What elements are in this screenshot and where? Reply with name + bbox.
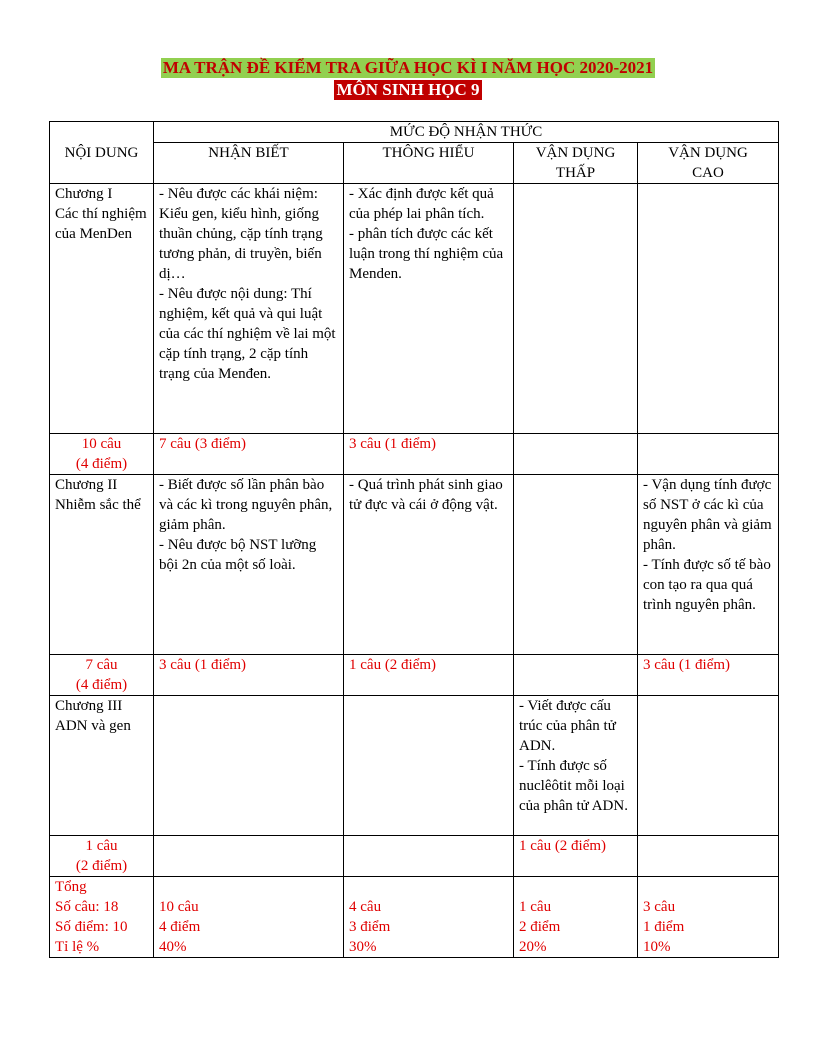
totals-van-dung-cao: 3 câu 1 điểm 10% xyxy=(638,877,779,958)
totals-nhan-biet: 10 câu 4 điểm 40% xyxy=(154,877,344,958)
totals-van-dung-thap: 1 câu 2 điểm 20% xyxy=(514,877,638,958)
summary-total: 1 câu (2 điểm) xyxy=(50,836,154,877)
table-header-row xyxy=(50,122,779,143)
summary-thong-hieu: 1 câu (2 điểm) xyxy=(344,655,514,696)
cell-van-dung-cao xyxy=(638,696,779,836)
cell-nhan-biet: - Nêu được các khái niệm: Kiểu gen, kiểu hình, giống thuần chủng, cặp tính trạng tương phản, di truyền, biến dị… - Nêu được nội dung: Thí nghiệm, kết quả và qui luật của các thí nghiệm về lai một cặp tính trạng, 2 cặp tính trạng của Menđen. xyxy=(154,184,344,434)
document-title: MA TRẬN ĐỀ KIỂM TRA GIỮA HỌC KÌ I NĂM HỌC 2020-2021 xyxy=(162,58,654,77)
summary-van-dung-cao xyxy=(638,434,779,475)
totals-row xyxy=(50,877,779,958)
summary-row xyxy=(50,836,779,877)
table-row xyxy=(50,696,779,836)
cell-van-dung-cao xyxy=(638,184,779,434)
chapter-name: Chương II Nhiễm sắc thể xyxy=(50,475,154,655)
summary-total: 10 câu (4 điểm) xyxy=(50,434,154,475)
header-van-dung-cao: VẬN DỤNG CAO xyxy=(638,143,779,184)
cell-thong-hieu: - Xác định được kết quả của phép lai phân tích. - phân tích được các kết luận trong thí nghiệm của Menden. xyxy=(344,184,514,434)
cell-van-dung-thap: - Viết được cấu trúc của phân tử ADN. - Tính được số nuclêôtit mỗi loại của phân tử ADN. xyxy=(514,696,638,836)
chapter-name: Chương I Các thí nghiệm của MenDen xyxy=(50,184,154,434)
summary-van-dung-thap xyxy=(514,655,638,696)
table-row xyxy=(50,184,779,434)
document-title-block xyxy=(0,58,816,100)
header-van-dung-thap: VẬN DỤNG THẤP xyxy=(514,143,638,184)
cell-nhan-biet: - Biết được số lần phân bào và các kì trong nguyên phân, giảm phân. - Nêu được bộ NST lưỡng bội 2n của một số loài. xyxy=(154,475,344,655)
summary-van-dung-cao: 3 câu (1 điểm) xyxy=(638,655,779,696)
chapter-name: Chương III ADN và gen xyxy=(50,696,154,836)
summary-van-dung-thap xyxy=(514,434,638,475)
summary-thong-hieu xyxy=(344,836,514,877)
cell-van-dung-cao: - Vận dụng tính được số NST ở các kì của nguyên phân và giảm phân. - Tính được số tế bào con tạo ra qua quá trình nguyên phân. xyxy=(638,475,779,655)
table-row xyxy=(50,475,779,655)
assessment-matrix-table xyxy=(49,121,779,958)
cell-van-dung-thap xyxy=(514,184,638,434)
summary-nhan-biet: 7 câu (3 điểm) xyxy=(154,434,344,475)
header-nhan-biet: NHẬN BIẾT xyxy=(154,143,344,184)
summary-total: 7 câu (4 điểm) xyxy=(50,655,154,696)
totals-label: Tổng Số câu: 18 Số điểm: 10 Tỉ lệ % xyxy=(50,877,154,958)
cell-van-dung-thap xyxy=(514,475,638,655)
cell-thong-hieu xyxy=(344,696,514,836)
summary-thong-hieu: 3 câu (1 điểm) xyxy=(344,434,514,475)
header-thong-hieu: THÔNG HIỂU xyxy=(344,143,514,184)
document-subtitle: MÔN SINH HỌC 9 xyxy=(336,80,480,99)
summary-nhan-biet xyxy=(154,836,344,877)
cell-thong-hieu: - Quá trình phát sinh giao tử đực và cái ở động vật. xyxy=(344,475,514,655)
summary-van-dung-cao xyxy=(638,836,779,877)
summary-row xyxy=(50,655,779,696)
summary-van-dung-thap: 1 câu (2 điểm) xyxy=(514,836,638,877)
totals-thong-hieu: 4 câu 3 điểm 30% xyxy=(344,877,514,958)
header-muc-do: MỨC ĐỘ NHẬN THỨC xyxy=(154,122,779,143)
cell-nhan-biet xyxy=(154,696,344,836)
table-subheader-row xyxy=(50,143,779,184)
summary-nhan-biet: 3 câu (1 điểm) xyxy=(154,655,344,696)
header-noi-dung: NỘI DUNG xyxy=(50,122,154,184)
summary-row xyxy=(50,434,779,475)
